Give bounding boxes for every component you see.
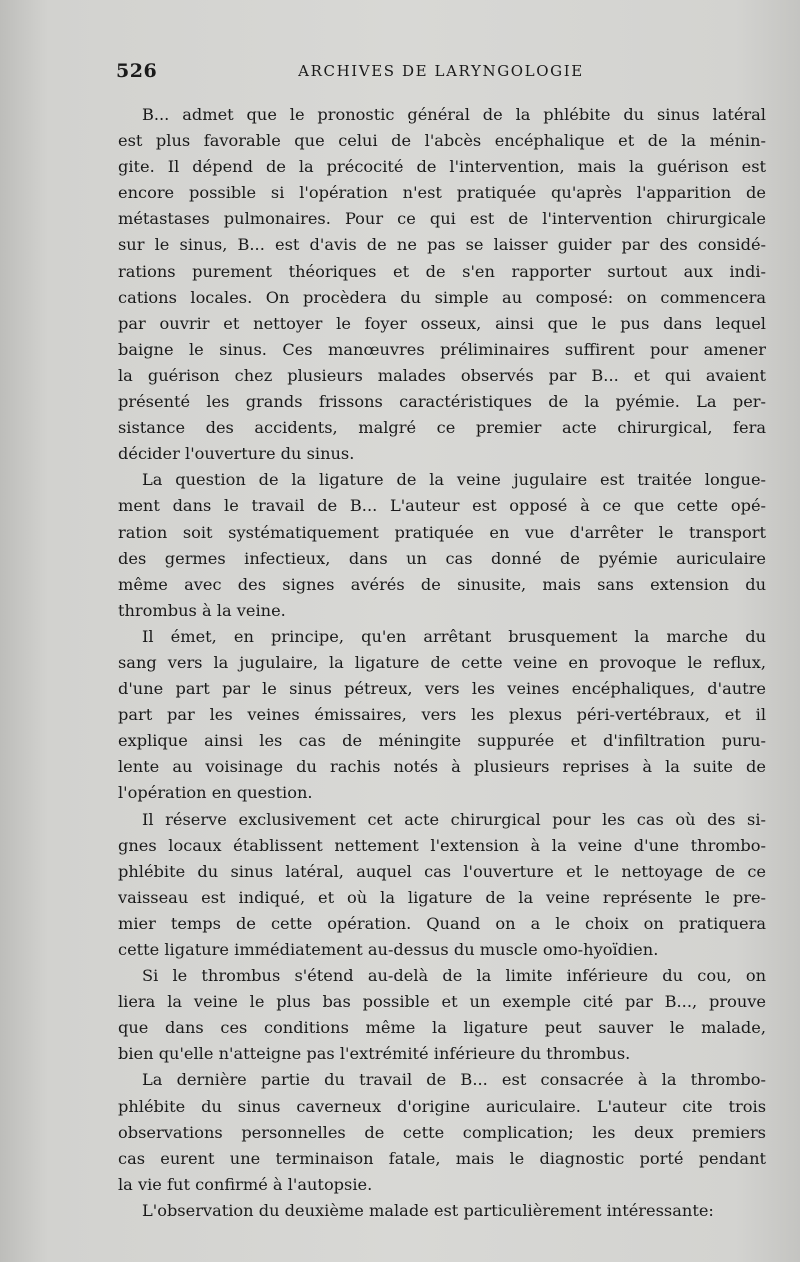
- text-line: ment dans le travail de B... L'auteur est opposé à ce que cette opé-: [118, 496, 766, 516]
- paragraph: [118, 467, 766, 624]
- running-title: ARCHIVES DE LARYNGOLOGIE: [298, 62, 584, 80]
- text-line: l'opération en question.: [118, 783, 313, 803]
- paragraph: [118, 963, 766, 1067]
- text-line: phlébite du sinus latéral, auquel cas l'ouverture et le nettoyage de ce: [118, 861, 766, 881]
- text-line: Il réserve exclusivement cet acte chirurgical pour les cas où des si-: [142, 809, 766, 829]
- text-line: Il émet, en principe, qu'en arrêtant brusquement la marche du: [142, 626, 766, 646]
- text-line: La question de la ligature de la veine jugulaire est traitée longue-: [142, 470, 766, 490]
- text-line: phlébite du sinus caverneux d'origine auriculaire. L'auteur cite trois: [118, 1096, 766, 1116]
- text-line: explique ainsi les cas de méningite suppurée et d'infiltration puru-: [118, 731, 766, 751]
- text-line: L'observation du deuxième malade est particulièrement intéressante:: [142, 1200, 714, 1220]
- text-line: présenté les grands frissons caractéristiques de la pyémie. La per-: [118, 392, 766, 412]
- text-line: part par les veines émissaires, vers les plexus péri-vertébraux, et il: [118, 705, 766, 725]
- text-line: sang vers la jugulaire, la ligature de cette veine en provoque le reflux,: [118, 652, 766, 672]
- text-line: est plus favorable que celui de l'abcès encéphalique et de la ménin-: [118, 131, 766, 151]
- text-line: cations locales. On procèdera du simple au composé: on commencera: [118, 287, 766, 307]
- text-line: mier temps de cette opération. Quand on a le choix on pratiquera: [118, 913, 766, 933]
- text-line: ration soit systématiquement pratiquée en vue d'arrêter le transport: [118, 522, 766, 542]
- text-line: décider l'ouverture du sinus.: [118, 444, 355, 464]
- paragraph: [118, 1198, 766, 1224]
- text-line: encore possible si l'opération n'est pratiquée qu'après l'apparition de: [118, 183, 766, 203]
- text-line: observations personnelles de cette complication; les deux premiers: [118, 1122, 766, 1142]
- text-line: B... admet que le pronostic général de la phlébite du sinus latéral: [142, 105, 766, 124]
- text-line: des germes infectieux, dans un cas donné de pyémie auriculaire: [118, 548, 766, 568]
- text-line: sistance des accidents, malgré ce premier acte chirurgical, fera: [118, 418, 766, 438]
- paragraph: [118, 102, 766, 467]
- text-line: La dernière partie du travail de B... est consacrée à la thrombo-: [142, 1070, 766, 1090]
- text-line: d'une part par le sinus pétreux, vers les veines encéphaliques, d'autre: [118, 679, 766, 699]
- text-line: même avec des signes avérés de sinusite, mais sans extension du: [118, 574, 766, 594]
- text-line: vaisseau est indiqué, et où la ligature de la veine représente le pre-: [118, 887, 766, 907]
- text-line: la guérison chez plusieurs malades observés par B... et qui avaient: [118, 365, 766, 385]
- text-line: rations purement théoriques et de s'en rapporter surtout aux indi-: [118, 261, 766, 281]
- page-header: [116, 60, 766, 88]
- text-line: liera la veine le plus bas possible et un exemple cité par B..., prouve: [118, 992, 766, 1012]
- text-line: cette ligature immédiatement au-dessus du muscle omo-hyoïdien.: [118, 940, 659, 959]
- body-text: [118, 102, 766, 1224]
- text-line: lente au voisinage du rachis notés à plusieurs reprises à la suite de: [118, 757, 766, 777]
- text-line: sur le sinus, B... est d'avis de ne pas se laisser guider par des considé-: [118, 235, 766, 255]
- text-line: métastases pulmonaires. Pour ce qui est de l'intervention chirurgicale: [118, 209, 766, 229]
- text-line: par ouvrir et nettoyer le foyer osseux, ainsi que le pus dans lequel: [118, 313, 766, 333]
- text-line: baigne le sinus. Ces manœuvres préliminaires suffirent pour amener: [118, 339, 766, 359]
- text-line: bien qu'elle n'atteigne pas l'extrémité inférieure du thrombus.: [118, 1044, 631, 1064]
- page-number: 526: [116, 60, 158, 82]
- paragraph: [118, 1067, 766, 1197]
- text-line: thrombus à la veine.: [118, 600, 286, 620]
- paragraph: [118, 807, 766, 964]
- text-line: que dans ces conditions même la ligature peut sauver le malade,: [118, 1018, 766, 1038]
- text-line: la vie fut confirmé à l'autopsie.: [118, 1174, 373, 1194]
- text-line: Si le thrombus s'étend au-delà de la limite inférieure du cou, on: [142, 966, 766, 986]
- text-line: cas eurent une terminaison fatale, mais le diagnostic porté pendant: [118, 1148, 766, 1168]
- paragraph: [118, 624, 766, 807]
- text-line: gnes locaux établissent nettement l'extension à la veine d'une thrombo-: [118, 835, 766, 855]
- text-line: gite. Il dépend de la précocité de l'intervention, mais la guérison est: [118, 157, 766, 177]
